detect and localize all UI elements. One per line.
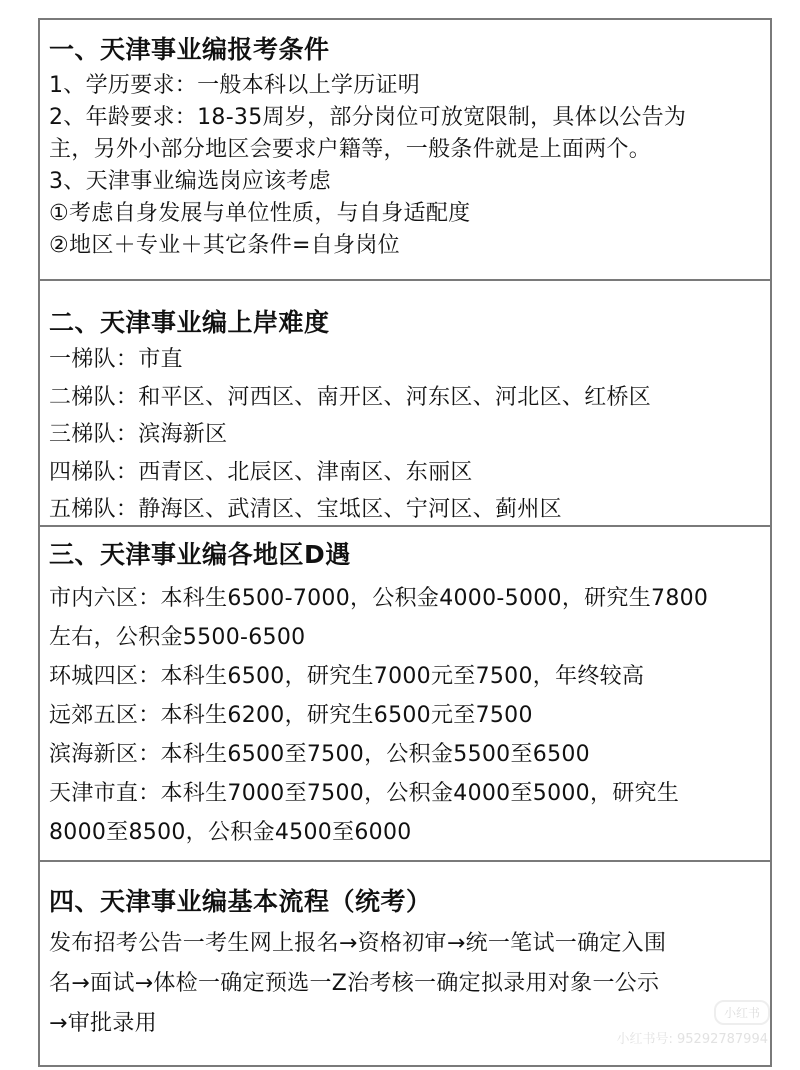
salary-inner-six-line2: 左右，公积金5500-6500	[49, 625, 306, 650]
section-regional-salary	[40, 527, 770, 862]
salary-inner-six-line1: 市内六区：本科生6500-7000，公积金4000-5000，研究生7800	[49, 586, 709, 611]
section-heading: 一、天津事业编报考条件	[49, 35, 330, 64]
tier-3: 三梯队：滨海新区	[49, 422, 228, 447]
section-heading: 四、天津事业编基本流程（统考）	[49, 887, 432, 916]
salary-outer-five: 远郊五区：本科生6200，研究生6500元至7500	[49, 703, 533, 728]
salary-city-direct-line1: 天津市直：本科生7000至7500，公积金4000至5000，研究生	[49, 781, 680, 806]
tier-5: 五梯队：静海区、武清区、宝坻区、宁河区、蓟州区	[49, 497, 562, 522]
tier-1: 一梯队：市直	[49, 347, 183, 372]
section-heading: 二、天津事业编上岸难度	[49, 308, 330, 337]
position-selection-point-1: ①考虑自身发展与单位性质，与自身适配度	[49, 201, 471, 226]
section-exam-requirements	[40, 20, 770, 281]
section-basic-process	[40, 862, 770, 1065]
salary-ring-four: 环城四区：本科生6500，研究生7000元至7500，年终较高	[49, 664, 645, 689]
watermark-text: 小红书号: 95292787994	[616, 1032, 768, 1047]
age-requirement-line2: 主，另外小部分地区会要求户籍等，一般条件就是上面两个。	[49, 137, 652, 162]
age-requirement-line1: 2、年龄要求：18-35周岁，部分岗位可放宽限制，具体以公告为	[49, 105, 687, 130]
watermark-badge: 小红书	[714, 1000, 770, 1025]
position-selection-title: 3、天津事业编选岗应该考虑	[49, 169, 331, 194]
tier-4: 四梯队：西青区、北辰区、津南区、东丽区	[49, 459, 473, 485]
salary-binhai: 滨海新区：本科生6500至7500，公积金5500至6500	[49, 742, 590, 767]
position-selection-point-2: ②地区＋专业＋其它条件=自身岗位	[49, 233, 400, 258]
salary-city-direct-line2: 8000至8500，公积金4500至6000	[49, 820, 412, 845]
section-difficulty-tiers	[40, 281, 770, 527]
info-table	[38, 18, 772, 1067]
section-heading: 三、天津事业编各地区D遇	[49, 540, 351, 569]
tier-2: 二梯队：和平区、河西区、南开区、河东区、河北区、红桥区	[49, 384, 652, 410]
process-line-2: 名→面试→体检一确定预选一Z治考核一确定拟录用对象一公示	[49, 971, 660, 996]
education-requirement: 1、学历要求：一般本科以上学历证明	[49, 73, 421, 98]
process-line-3: →审批录用	[49, 1011, 157, 1036]
process-line-1: 发布招考公告一考生网上报名→资格初审→统一笔试一确定入围	[49, 931, 667, 956]
